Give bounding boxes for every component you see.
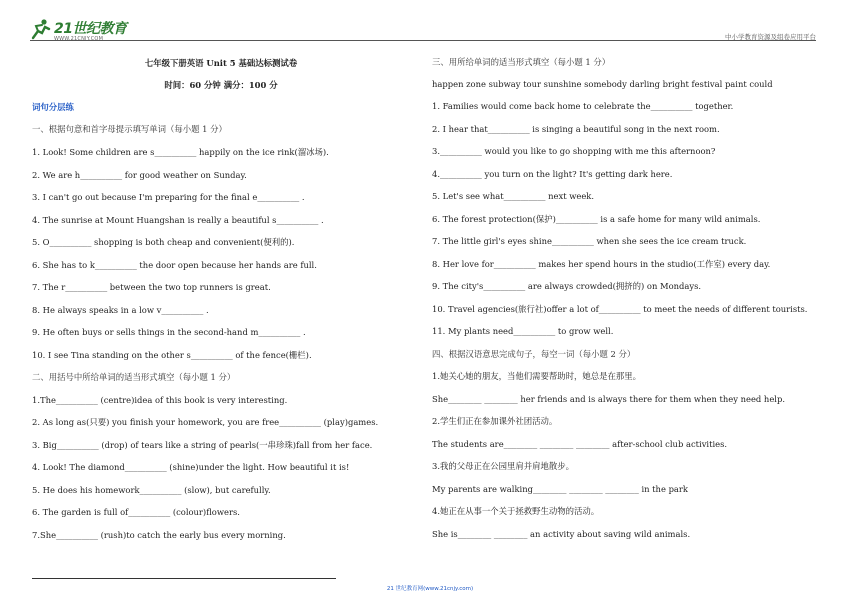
section-label: 词句分层练 bbox=[32, 102, 74, 112]
runner-logo-icon bbox=[30, 18, 52, 40]
question-item: 7.She__________ (rush)to catch the early bus every morning. bbox=[32, 530, 286, 540]
question-prompt: 2.学生们正在参加课外社团活动。 bbox=[432, 416, 558, 426]
question-item: 5. O__________ shopping is both cheap and convenient(便利的). bbox=[32, 237, 295, 247]
platform-tagline: 中小学教育资源及组卷应用平台 bbox=[725, 33, 816, 41]
exam-meta: 时间：60 分钟 满分：100 分 bbox=[164, 80, 278, 90]
question-item: 7. The little girl's eyes shine__________ when she sees the ice cream truck. bbox=[432, 236, 747, 246]
question-item: 8. He always speaks in a low v__________ . bbox=[32, 305, 209, 315]
question-prompt: 1.她关心她的朋友，当他们需要帮助时，她总是在那里。 bbox=[432, 371, 641, 381]
question-item: 5. Let's see what__________ next week. bbox=[432, 191, 595, 201]
question-item: My parents are walking________ ________ ________ in the park bbox=[432, 484, 688, 494]
question-item: 1. Families would come back home to celebrate the__________ together. bbox=[432, 101, 734, 111]
question-item: 11. My plants need__________ to grow well. bbox=[432, 326, 614, 336]
word-bank: happen zone subway tour sunshine somebody darling bright festival paint could bbox=[432, 79, 773, 89]
question-prompt: 3.我的父母正在公园里肩并肩地散步。 bbox=[432, 461, 574, 471]
question-item: 2. We are h__________ for good weather on Sunday. bbox=[32, 170, 247, 180]
question-item: 2. As long as(只要) you finish your homework, you are free__________ (play)games. bbox=[32, 417, 379, 427]
question-item: 8. Her love for__________ makes her spend hours in the studio(工作室) every day. bbox=[432, 259, 771, 269]
question-item: She________ ________ her friends and is always there for them when they need help. bbox=[432, 394, 785, 404]
question-item: She is________ ________ an activity about saving wild animals. bbox=[432, 529, 691, 539]
footer-link[interactable]: 21 世纪教育网(www.21cnjy.com) bbox=[386, 586, 474, 592]
question-item: 9. The city's__________ are always crowded(拥挤的) on Mondays. bbox=[432, 281, 702, 291]
question-item: 5. He does his homework__________ (slow), but carefully. bbox=[32, 485, 271, 495]
part2-heading: 二、用括号中所给单词的适当形式填空（每小题 1 分） bbox=[32, 372, 236, 382]
question-item: 3. I can't go out because I'm preparing for the final e__________ . bbox=[32, 192, 305, 202]
footer-divider bbox=[32, 578, 336, 579]
logo-text: 21世纪教育 bbox=[54, 21, 127, 37]
question-item: 10. Travel agencies(旅行社)offer a lot of__________ to meet the needs of different tourists. bbox=[432, 304, 808, 314]
part4-heading: 四、根据汉语意思完成句子，每空一词（每小题 2 分） bbox=[432, 349, 636, 359]
question-item: 6. She has to k__________ the door open because her hands are full. bbox=[32, 260, 317, 270]
part1-heading: 一、根据句意和首字母提示填写单词（每小题 1 分） bbox=[32, 124, 227, 134]
question-prompt: 4.她正在从事一个关于拯救野生动物的活动。 bbox=[432, 506, 600, 516]
logo-url: WWW.21CNJY.COM bbox=[54, 36, 104, 42]
part3-heading: 三、用所给单词的适当形式填空（每小题 1 分） bbox=[432, 57, 611, 67]
question-item: 9. He often buys or sells things in the second-hand m__________ . bbox=[32, 327, 306, 337]
question-item: 6. The garden is full of__________ (colour)flowers. bbox=[32, 507, 240, 517]
question-item: 1. Look! Some children are s__________ happily on the ice rink(溜冰场). bbox=[32, 147, 329, 157]
question-item: 7. The r__________ between the two top runners is great. bbox=[32, 282, 271, 292]
question-item: 1.The__________ (centre)idea of this book is very interesting. bbox=[32, 395, 288, 405]
question-item: 4. The sunrise at Mount Huangshan is really a beautiful s__________ . bbox=[32, 215, 324, 225]
question-item: 6. The forest protection(保护)__________ is a safe home for many wild animals. bbox=[432, 214, 761, 224]
question-item: 3. Big__________ (drop) of tears like a string of pearls(一串珍珠)fall from her face. bbox=[32, 440, 373, 450]
question-item: 4.__________ you turn on the light? It's getting dark here. bbox=[432, 169, 673, 179]
question-item: 2. I hear that__________ is singing a beautiful song in the next room. bbox=[432, 124, 720, 134]
question-item: 4. Look! The diamond__________ (shine)under the light. How beautiful it is! bbox=[32, 462, 350, 472]
page-title: 七年级下册英语 Unit 5 基础达标测试卷 bbox=[144, 58, 298, 68]
question-item: 3.__________ would you like to go shopping with me this afternoon? bbox=[432, 146, 716, 156]
question-item: The students are________ ________ ________ after-school club activities. bbox=[432, 439, 728, 449]
header-divider bbox=[30, 40, 816, 41]
question-item: 10. I see Tina standing on the other s__________ of the fence(栅栏). bbox=[32, 350, 312, 360]
